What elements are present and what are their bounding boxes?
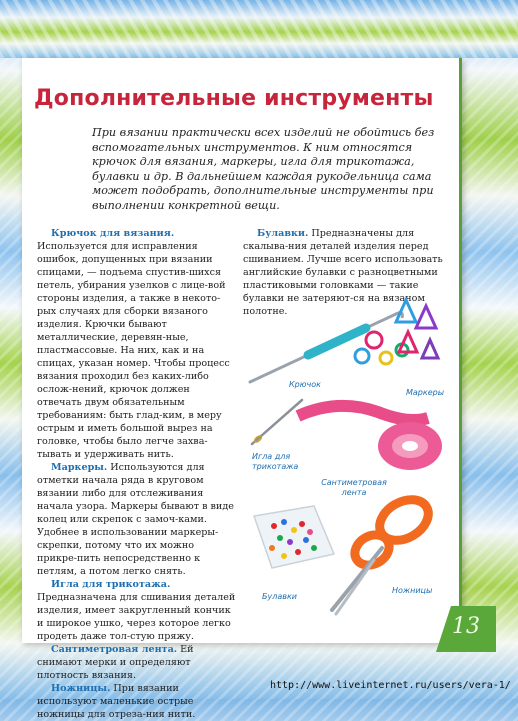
page-title: Дополнительные инструменты: [34, 86, 434, 111]
section-hook: Крючок для вязания. Используется для исправления ошибок, допущенных при вязании спицами, — подъема спустив-шихся петель, убирания узелков с лице-вой стороны изделия, а также в некото-рых случаях для сборки вязаного изделия. Крючки бывают металлические, деревян-ные, пластмассовые. На них, как и на спицах, указан номер. Чтобы процесс вязания проходил без каких-либо ослож-нений, крючок должен отвечать двум обязательным требованиям: быть глад-ким, в меру острым и иметь большой вырез на головке, чтобы было легче захва-тывать и удерживать нить.: [37, 228, 230, 460]
knit-background-top: [0, 0, 518, 58]
section-markers: Маркеры. Используются для отметки начала ряда в круговом вязании либо для отслеживания начала узора. Маркеры бывают в виде колец или скрепок с замоч-ками. Удобнее в использовании маркеры-скрепки, потому что их можно прикре-пить непосредственно к петлям, а потом легко снять.: [37, 462, 234, 577]
scissors-illustration: [322, 490, 450, 620]
term-needle: Игла для трикотажа.: [51, 579, 171, 590]
term-scissors: Ножницы.: [51, 683, 111, 694]
label-tape: Сантиметровая лента: [321, 478, 387, 497]
section-pins: Булавки. Предназначены для скалыва-ния деталей изделия перед сшиванием. Лучше всего использовать английские булавки с разноцветными пластиковыми головками — такие булавки не затеряют-ся на вязаном полотне.: [243, 228, 443, 317]
term-tape: Сантиметровая лента.: [51, 644, 178, 655]
term-pins: Булавки.: [257, 228, 309, 239]
label-scissors: Ножницы: [392, 586, 433, 595]
section-tape: Сантиметровая лента. Ей снимают мерки и определяют плотность вязания.: [37, 644, 194, 681]
label-pins: Булавки: [262, 592, 297, 601]
label-hook: Крючок: [289, 380, 321, 389]
page-number: 13: [452, 614, 480, 639]
term-markers: Маркеры.: [51, 462, 108, 473]
section-scissors: Ножницы. При вязании используют маленькие острые ножницы для отреза-ния нити.: [37, 683, 196, 720]
term-hook: Крючок для вязания.: [51, 228, 175, 239]
source-url-link[interactable]: http://www.liveinternet.ru/users/vera-1/: [270, 680, 511, 691]
label-markers: Маркеры: [406, 388, 445, 397]
text-column-left: [37, 227, 237, 721]
label-needle: Игла для трикотажа: [252, 452, 299, 471]
measuring-tape-illustration: [292, 396, 452, 480]
section-needle: Игла для трикотажа. Предназначена для сшивания деталей изделия, имеет закругленный кончик и широкое ушко, через которое легко продеть даже тол-стую пряжу.: [37, 579, 236, 642]
markers-illustration: [346, 292, 446, 378]
intro-paragraph: При вязании практически всех изделий не обойтись без вспомогательных инструментов. К ним относятся крючок для вязания, маркеры, игла для трикотажа, булавки и др. В дальнейшем каждая рукодельница сама может подобрать, дополнительные инструменты при выполнении конкретной вещи.: [92, 126, 435, 212]
